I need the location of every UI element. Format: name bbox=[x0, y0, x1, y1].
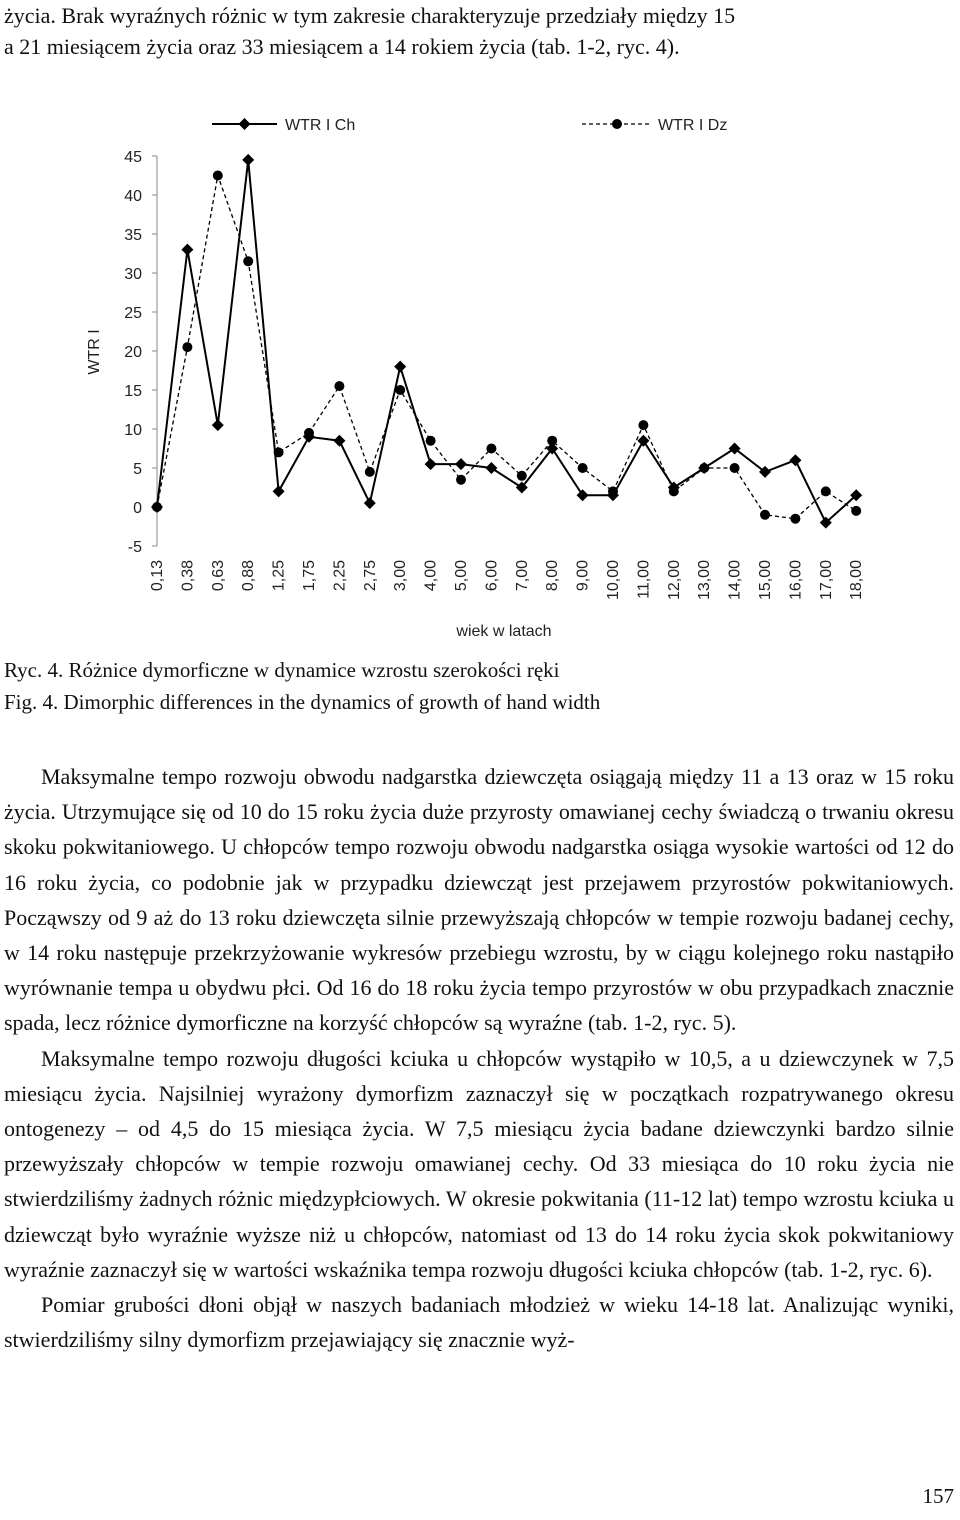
y-tick-label: 10 bbox=[124, 422, 142, 439]
legend-marker bbox=[612, 119, 622, 129]
intro-line-2: a 21 miesiącem życia oraz 33 miesiącem a 14 rokiem życia (tab. 1-2, ryc. 4). bbox=[4, 34, 680, 59]
data-point bbox=[638, 420, 648, 430]
y-tick-label: 20 bbox=[124, 344, 142, 361]
chart-axes bbox=[124, 149, 865, 600]
data-point bbox=[182, 342, 192, 352]
legend-label: WTR I Ch bbox=[285, 117, 356, 134]
data-point bbox=[608, 486, 618, 496]
data-point bbox=[242, 154, 254, 166]
x-tick-label: 14,00 bbox=[726, 560, 744, 601]
intro-line-1: życia. Brak wyraźnych różnic w tym zakresie charakteryzuje przedziały między 15 bbox=[4, 3, 736, 28]
y-tick-label: 5 bbox=[133, 461, 142, 478]
series-line bbox=[157, 160, 856, 523]
data-point bbox=[790, 514, 800, 524]
y-tick-label: 45 bbox=[124, 149, 142, 166]
data-point bbox=[547, 436, 557, 446]
data-point bbox=[425, 458, 437, 470]
data-point bbox=[730, 463, 740, 473]
x-tick-label: 8,00 bbox=[544, 560, 562, 592]
data-point bbox=[212, 419, 224, 431]
x-tick-label: 11,00 bbox=[635, 560, 653, 599]
paragraph-hand-thickness: Pomiar grubości dłoni objął w naszych badaniach młodzież w wieku 14-18 lat. Analizując wyniki, stwierdziliśmy silny dymorfizm przejawiający się znacznie wyż- bbox=[4, 1292, 954, 1353]
body-text bbox=[4, 759, 954, 1357]
figure-caption-polish: Ryc. 4. Różnice dymorficzne w dynamice wzrostu szerokości ręki bbox=[4, 658, 560, 682]
data-point bbox=[577, 489, 589, 501]
x-tick-label: 18,00 bbox=[848, 560, 866, 601]
data-point bbox=[334, 381, 344, 391]
data-point bbox=[333, 435, 345, 447]
x-tick-label: 6,00 bbox=[483, 560, 501, 592]
y-tick-label: 25 bbox=[124, 305, 142, 322]
y-tick-label: 35 bbox=[124, 227, 142, 244]
x-tick-label: 5,00 bbox=[453, 560, 470, 592]
x-tick-label: 2,75 bbox=[361, 560, 379, 592]
line-chart bbox=[0, 0, 960, 650]
x-tick-label: 10,00 bbox=[605, 560, 622, 601]
x-tick-label: 16,00 bbox=[787, 560, 805, 601]
data-point bbox=[213, 171, 223, 181]
data-point bbox=[394, 361, 406, 373]
x-tick-label: 4,00 bbox=[422, 560, 440, 592]
x-tick-label: 2,25 bbox=[331, 560, 349, 592]
data-point bbox=[364, 497, 376, 509]
y-tick-label: 15 bbox=[124, 383, 142, 400]
data-point bbox=[699, 463, 709, 473]
chart-series bbox=[151, 154, 862, 529]
paragraph-thumb: Maksymalne tempo rozwoju długości kciuka u chłopców wystąpiło w 10,5, a u dziewczynek w 7,5 miesiącu życia. Najsilniej wyrażony dymorfizm zaznaczył się w początkach rozpatrywanego okresu ontogenezy – od 4,5 do 15 miesiąca życia. W 7,5 miesiącu życia badane dziewczynki bardzo silnie przewyższały chłopców w tempie rozwoju omawianej cechy. Od 33 miesiąca do 10 roku życia nie stwierdziliśmy żadnych różnic międzypłciowych. W okresie pokwitania (11-12 lat) tempo wzrostu kciuka u dziewcząt było wyraźnie wyższe niż u chłopców, natomiast od 13 do 14 roku życia skok pokwitaniowy wyraźnie zaznaczył się w wartości wskaźnika tempa rozwoju długości kciuka chłopców (tab. 1-2, ryc. 6). bbox=[4, 1045, 954, 1282]
legend-marker bbox=[239, 118, 251, 130]
data-point bbox=[273, 485, 285, 497]
paragraph-wrist: Maksymalne tempo rozwoju obwodu nadgarstka dziewczęta osiągają między 11 a 13 oraz w 15 roku życia. Utrzymujące się od 10 do 15 roku życia duże przyrosty omawianej cechy świadczą o trwaniu okresu skoku pokwitaniowego. U chłopców tempo rozwoju obwodu nadgarstka osiąga wysokie wartości od 12 do 16 roku życia, co podobnie jak w przypadku dziewcząt jest przejawem przyrostów pokwitaniowych. Począwszy od 9 aż do 13 roku dziewczęta silnie przewyższają chłopców w tempie rozwoju badanej cechy, w 14 roku następuje przekrzyżowanie wykresów przebiegu wzrostu, by w ciągu kolejnego roku nastąpiło wyrównanie tempa u obydwu płci. Od 16 do 18 roku życia tempo przyrostów w obu przypadkach znacznie spada, lecz różnice dymorficzne na korzyść chłopców są wyraźne (tab. 1-2, ryc. 5). bbox=[4, 764, 954, 1036]
x-tick-label: 12,00 bbox=[665, 560, 683, 601]
data-point bbox=[426, 436, 436, 446]
x-axis-label: wiek w latach bbox=[456, 623, 552, 640]
page-number: 157 bbox=[922, 1484, 954, 1508]
chart-legend bbox=[212, 117, 727, 134]
data-point bbox=[243, 256, 253, 266]
data-point bbox=[485, 462, 497, 474]
data-point bbox=[760, 510, 770, 520]
series-line bbox=[157, 176, 856, 519]
data-point bbox=[578, 463, 588, 473]
legend-label: WTR I Dz bbox=[658, 117, 728, 134]
data-point bbox=[789, 454, 801, 466]
x-tick-label: 17,00 bbox=[817, 560, 835, 601]
y-tick-label: 40 bbox=[124, 188, 142, 205]
x-tick-label: 1,75 bbox=[301, 560, 318, 592]
x-tick-label: 15,00 bbox=[757, 560, 774, 601]
x-tick-label: 9,00 bbox=[574, 560, 592, 592]
x-tick-label: 1,25 bbox=[270, 560, 288, 592]
data-point bbox=[851, 506, 861, 516]
x-tick-label: 0,88 bbox=[240, 560, 258, 592]
x-tick-label: 3,00 bbox=[392, 560, 410, 592]
x-tick-label: 0,63 bbox=[209, 560, 227, 592]
data-point bbox=[304, 428, 314, 438]
x-tick-label: 13,00 bbox=[696, 560, 714, 601]
data-point bbox=[669, 486, 679, 496]
x-tick-label: 0,38 bbox=[179, 560, 197, 592]
x-tick-label: 0,13 bbox=[149, 560, 166, 592]
data-point bbox=[365, 467, 375, 477]
y-tick-label: 30 bbox=[124, 266, 142, 283]
data-point bbox=[395, 385, 405, 395]
x-tick-label: 7,00 bbox=[513, 560, 531, 592]
y-tick-label: -5 bbox=[127, 539, 142, 556]
data-point bbox=[455, 458, 467, 470]
figure-caption-english: Fig. 4. Dimorphic differences in the dynamics of growth of hand width bbox=[4, 690, 601, 714]
y-tick-label: 0 bbox=[133, 500, 142, 517]
data-point bbox=[517, 471, 527, 481]
data-point bbox=[152, 502, 162, 512]
data-point bbox=[181, 244, 193, 256]
y-axis-label: WTR I bbox=[86, 329, 103, 375]
data-point bbox=[637, 435, 649, 447]
data-point bbox=[274, 447, 284, 457]
data-point bbox=[821, 486, 831, 496]
series-1 bbox=[152, 171, 861, 524]
data-point bbox=[486, 444, 496, 454]
series-0 bbox=[151, 154, 862, 529]
data-point bbox=[456, 475, 466, 485]
